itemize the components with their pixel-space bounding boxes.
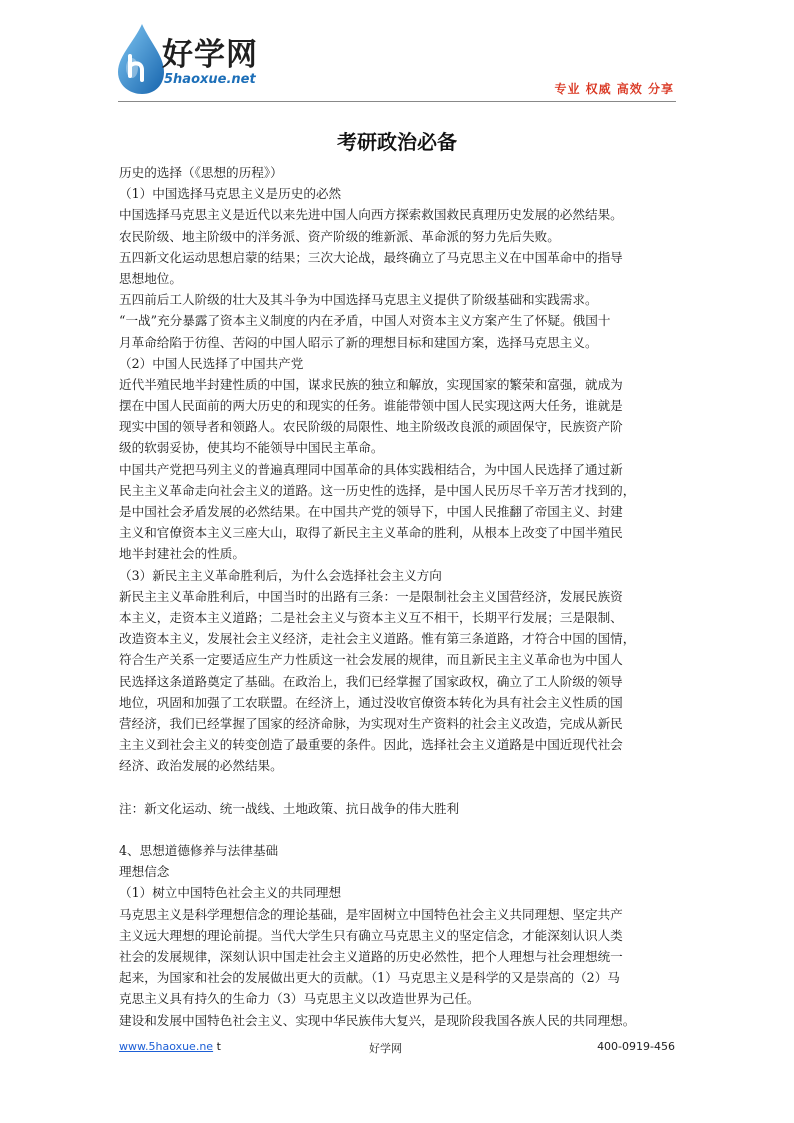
text-line: “一战”充分暴露了资本主义制度的内在矛盾，中国人对资本主义方案产生了怀疑。俄国十	[119, 313, 611, 329]
text-line: 农民阶级、地主阶级中的洋务派、资产阶级的维新派、革命派的努力先后失败。	[119, 228, 560, 244]
footer-website-link[interactable]: www.5haoxue.ne	[119, 1040, 214, 1053]
text-line: （1）中国选择马克思主义是历史的必然	[119, 186, 342, 202]
text-line: 理想信念	[119, 864, 170, 880]
text-line: 是中国社会矛盾发展的必然结果。在中国共产党的领导下，中国人民推翻了帝国主义、封建	[119, 504, 623, 519]
text-line: 中国共产党把马列主义的普遍真理同中国革命的具体实践相结合，为中国人民选择了通过新	[119, 461, 623, 477]
logo-english-name: 5haoxue.net	[164, 72, 256, 87]
text-line: 主义和官僚资本主义三座大山，取得了新民主主义革命的胜利，从根本上改变了中国半殖民	[119, 525, 623, 541]
text-line: 历史的选择（《思想的历程》）	[119, 165, 283, 180]
text-line: 克思主义具有持久的生命力（3）马克思主义以改造世界为己任。	[119, 991, 480, 1007]
text-line: 思想地位。	[119, 270, 182, 286]
text-line: 建设和发展中国特色社会主义、实现中华民族伟大复兴，是现阶段我国各族人民的共同理想。	[119, 1012, 636, 1028]
text-line: 摆在中国人民面前的两大历史的和现实的任务。谁能带领中国人民实现这两大任务，谁就是	[119, 398, 623, 414]
site-logo[interactable]	[112, 18, 282, 98]
text-line: 注：新文化运动、统一战线、土地政策、抗日战争的伟大胜利	[119, 800, 460, 816]
text-line: 经济、政治发展的必然结果。	[119, 758, 283, 774]
logo-chinese-name: 好学网	[162, 37, 258, 73]
footer-website	[119, 1040, 221, 1053]
footer-link-suffix: t	[216, 1040, 221, 1053]
footer-site-name: 好学网	[369, 1042, 402, 1055]
text-line: 近代半殖民地半封建性质的中国，谋求民族的独立和解放，实现国家的繁荣和富强，就成为	[119, 376, 623, 392]
text-line: 马克思主义是科学理想信念的理论基础，是牢固树立中国特色社会主义共同理想、坚定共产	[119, 906, 623, 922]
text-line: 营经济，我们已经掌握了国家的经济命脉，为实现对生产资料的社会主义改造，完成从新民	[119, 715, 623, 731]
text-line: 民选择这条道路奠定了基础。在政治上，我们已经掌握了国家政权，确立了工人阶级的领导	[119, 673, 623, 689]
header-slogan: 专业 权威 高效 分享	[554, 82, 674, 96]
logo-text	[162, 38, 258, 88]
header-divider	[118, 101, 676, 102]
text-line: 五四新文化运动思想启蒙的结果；三次大论战，最终确立了马克思主义在中国革命中的指导	[119, 249, 623, 265]
text-line: 现实中国的领导者和领路人。农民阶级的局限性、地主阶级改良派的顽固保守，民族资产阶	[119, 419, 623, 435]
text-line: 本主义，走资本主义道路；二是社会主义与资本主义互不相干，长期平行发展；三是限制、	[119, 609, 623, 625]
footer-phone: 400-0919-456	[597, 1040, 675, 1053]
text-line: （1）树立中国特色社会主义的共同理想	[119, 885, 342, 901]
text-line: （3）新民主主义革命胜利后，为什么会选择社会主义方向	[119, 567, 442, 583]
text-line: 社会的发展规律，深刻认识中国走社会主义道路的历史必然性，把个人理想与社会理想统一	[119, 948, 623, 964]
page-footer	[119, 1040, 679, 1058]
text-line: 4、思想道德修养与法律基础	[119, 843, 279, 858]
text-line	[119, 776, 679, 797]
text-line: 中国选择马克思主义是近代以来先进中国人向西方探索救国救民真理历史发展的必然结果。	[119, 207, 623, 223]
text-line: 主主义到社会主义的转变创造了最重要的条件。因此，选择社会主义道路是中国近现代社会	[119, 737, 623, 753]
text-line: 起来，为国家和社会的发展做出更大的贡献。（1）马克思主义是科学的又是崇高的（2）马	[119, 970, 620, 986]
document-body	[119, 162, 679, 1031]
text-line: 月革命给陷于彷徨、苦闷的中国人昭示了新的理想目标和建国方案，选择马克思主义。	[119, 334, 598, 350]
text-line	[119, 819, 679, 840]
text-line: 新民主主义革命胜利后，中国当时的出路有三条：一是限制社会主义国营经济，发展民族资	[119, 588, 623, 604]
water-drop-logo-icon	[112, 22, 168, 96]
text-line: 符合生产关系一定要适应生产力性质这一社会发展的规律，而且新民主主义革命也为中国人	[119, 652, 623, 668]
text-line: 民主主义革命走向社会主义的道路。这一历史性的选择，是中国人民历尽千辛万苦才找到的，	[119, 482, 636, 498]
text-line: 地半封建社会的性质。	[119, 546, 245, 562]
text-line: 改造资本主义，发展社会主义经济，走社会主义道路。惟有第三条道路，才符合中国的国情，	[119, 631, 636, 647]
text-line: 五四前后工人阶级的壮大及其斗争为中国选择马克思主义提供了阶级基础和实践需求。	[119, 292, 598, 308]
text-line: 级的软弱妥协，使其均不能领导中国民主革命。	[119, 440, 384, 456]
text-line: 主义远大理想的理论前提。当代大学生只有确立马克思主义的坚定信念，才能深刻认识人类	[119, 927, 623, 943]
page-header	[0, 0, 794, 110]
document-title: 考研政治必备	[337, 130, 457, 154]
text-line: （2）中国人民选择了中国共产党	[119, 355, 304, 371]
text-line: 地位，巩固和加强了工农联盟。在经济上，通过没收官僚资本转化为具有社会主义性质的国	[119, 694, 623, 710]
